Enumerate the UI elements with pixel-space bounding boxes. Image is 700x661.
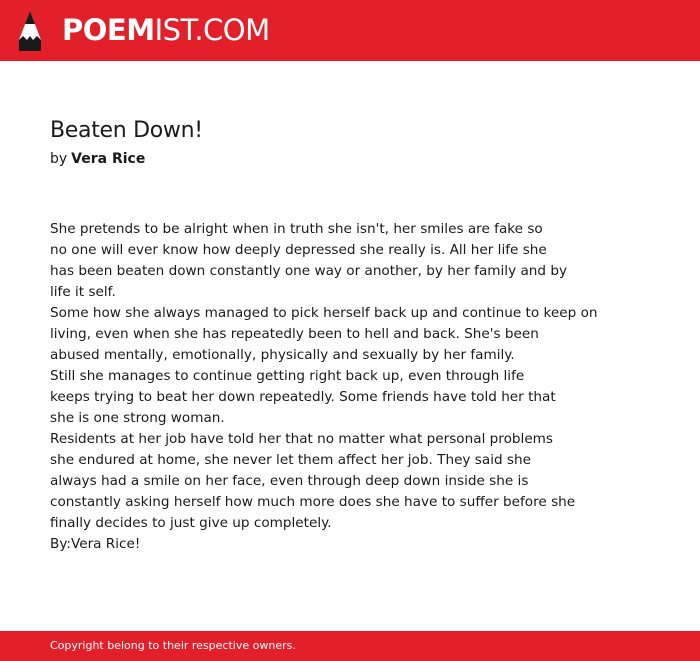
- poem-line: finally decides to just give up completely.: [50, 515, 332, 531]
- site-footer: [0, 631, 700, 661]
- poem-line: Still she manages to continue getting right back up, even through life: [50, 368, 525, 384]
- by-label: by: [50, 151, 68, 167]
- poem-line: constantly asking herself how much more does she have to suffer before she: [50, 494, 576, 510]
- poem-line: abused mentally, emotionally, physically and sexually by her family.: [50, 347, 515, 363]
- poem-line: always had a smile on her face, even through deep down inside she is: [50, 473, 529, 489]
- poem-line: life it self.: [50, 284, 116, 300]
- poem-line: no one will ever know how deeply depressed she really is. All her life she: [50, 242, 547, 258]
- poem-line: she is one strong woman.: [50, 410, 225, 426]
- copyright-text: Copyright belong to their respective owners.: [50, 639, 296, 652]
- poem-body: [50, 219, 670, 555]
- logo-bold-text: POEM: [62, 13, 155, 47]
- poem-title: Beaten Down!: [50, 118, 203, 143]
- pencil-icon[interactable]: [18, 10, 42, 52]
- site-logo[interactable]: [62, 12, 270, 48]
- poem-line: Some how she always managed to pick herself back up and continue to keep on: [50, 305, 598, 321]
- author-name: Vera Rice: [71, 151, 146, 167]
- byline: [50, 149, 145, 169]
- poem-line: She pretends to be alright when in truth she isn't, her smiles are fake so: [50, 221, 543, 237]
- logo-light-text: IST.COM: [154, 13, 270, 47]
- poem-line: has been beaten down constantly one way or another, by her family and by: [50, 263, 568, 279]
- site-header: [0, 0, 700, 61]
- poem-line: Residents at her job have told her that no matter what personal problems: [50, 431, 554, 447]
- poem-line: By:Vera Rice!: [50, 536, 141, 552]
- poem-line: living, even when she has repeatedly been to hell and back. She's been: [50, 326, 539, 342]
- poem-line: she endured at home, she never let them affect her job. They said she: [50, 452, 531, 468]
- poem-line: keeps trying to beat her down repeatedly. Some friends have told her that: [50, 389, 556, 405]
